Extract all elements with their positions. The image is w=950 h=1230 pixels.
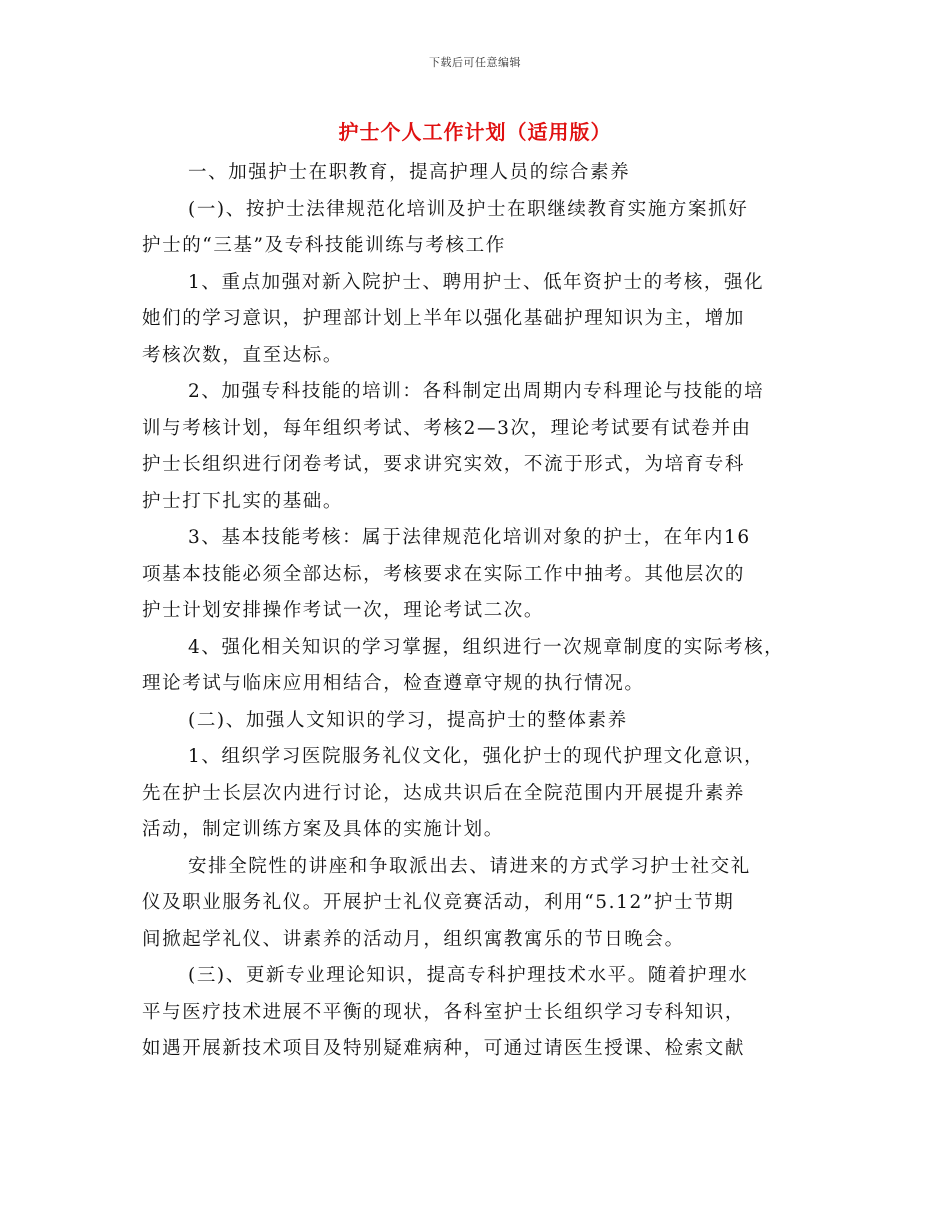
header-note: 下载后可任意编辑: [429, 56, 521, 69]
paragraph-line: 她们的学习意识，护理部计划上半年以强化基础护理知识为主，增加: [142, 308, 746, 329]
paragraph-line: 活动，制定训练方案及具体的实施计划。: [142, 819, 504, 840]
paragraph-line: 1、重点加强对新入院护士、聘用护士、低年资护士的考核，强化: [188, 271, 765, 293]
paragraph: [142, 520, 814, 630]
paragraph: [142, 739, 814, 849]
paragraph-line: 3、基本技能考核：属于法律规范化培训对象的护士，在年内16: [188, 527, 751, 548]
paragraph: [142, 958, 814, 1068]
paragraph-line: 如遇开展新技术项目及特别疑难病种，可通过请医生授课、检索文献: [142, 1038, 746, 1059]
document-body: [142, 155, 814, 1068]
paragraph: [142, 265, 814, 375]
paragraph-line: 安排全院性的讲座和争取派出去、请进来的方式学习护士社交礼: [188, 855, 751, 877]
paragraph-line: 1、组织学习医院服务礼仪文化，强化护士的现代护理文化意识，: [188, 746, 765, 767]
document-title: 护士个人工作计划（适用版）: [338, 120, 612, 144]
paragraph-line: 训与考核计划，每年组织考试、考核2—3次，理论考试要有试卷并由: [142, 417, 752, 439]
paragraph: [142, 374, 814, 520]
paragraph-line: 4、强化相关知识的学习掌握，组织进行一次规章制度的实际考核，: [188, 636, 785, 658]
paragraph-line: 护士打下扎实的基础。: [142, 490, 344, 512]
paragraph: [142, 630, 814, 703]
paragraph: [142, 155, 814, 192]
paragraph-line: 项基本技能必须全部达标，考核要求在实际工作中抽考。其他层次的: [142, 563, 746, 585]
paragraph-line: 护士计划安排操作考试一次，理论考试二次。: [142, 600, 545, 621]
paragraph-line: 先在护士长层次内进行讨论，达成共识后在全院范围内开展提升素养: [142, 782, 746, 804]
paragraph-line: 2、加强专科技能的培训：各科制定出周期内专科理论与技能的培: [188, 381, 765, 402]
paragraph-line: 平与医疗技术进展不平衡的现状，各科室护士长组织学习专科知识，: [142, 1001, 746, 1023]
paragraph-line: (二)、加强人文知识的学习，提高护士的整体素养: [188, 709, 628, 731]
paragraph-line: 仪及职业服务礼仪。开展护士礼仪竞赛活动，利用“5.12”护士节期: [142, 892, 735, 913]
paragraph: [142, 703, 814, 740]
paragraph-line: (一)、按护士法律规范化培训及护士在职继续教育实施方案抓好: [188, 198, 749, 220]
paragraph: [142, 849, 814, 959]
paragraph-line: 考核次数，直至达标。: [142, 344, 344, 366]
paragraph-line: 间掀起学礼仪、讲素养的活动月，组织寓教寓乐的节日晚会。: [142, 928, 685, 950]
paragraph: [142, 192, 814, 265]
paragraph-line: (三)、更新专业理论知识，提高专科护理技术水平。随着护理水: [188, 965, 749, 986]
paragraph-line: 护士的“三基”及专科技能训练与考核工作: [142, 235, 506, 256]
paragraph-line: 护士长组织进行闭卷考试，要求讲究实效，不流于形式，为培育专科: [142, 454, 746, 475]
paragraph-line: 一、加强护士在职教育，提高护理人员的综合素养: [188, 162, 631, 183]
paragraph-line: 理论考试与临床应用相结合，检查遵章守规的执行情况。: [142, 673, 645, 694]
